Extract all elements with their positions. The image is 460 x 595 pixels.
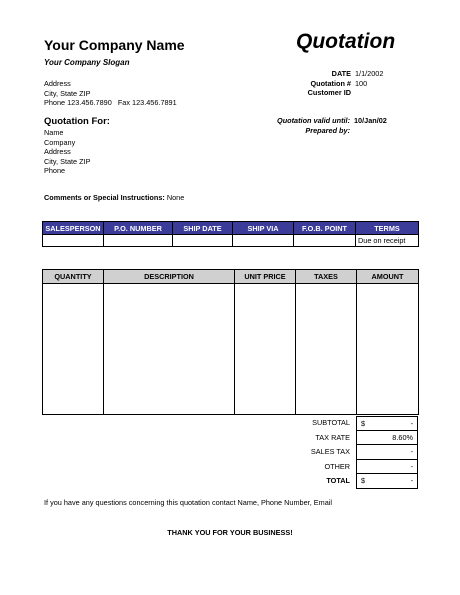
other-value: -: [410, 461, 413, 471]
other-cell[interactable]: [356, 460, 418, 475]
cell-fob-point[interactable]: [294, 235, 356, 247]
cell-ship-via[interactable]: [233, 235, 294, 247]
customer-id-row: [260, 88, 416, 98]
tax-rate-value: 8.60%: [392, 432, 413, 442]
cell-ship-date[interactable]: [173, 235, 233, 247]
valid-until-row: [210, 116, 420, 126]
company-slogan: Your Company Slogan: [44, 58, 130, 67]
header-amount: AMOUNT: [357, 270, 419, 284]
comments-label: Comments or Special Instructions:: [44, 193, 165, 202]
cell-terms[interactable]: Due on receipt: [356, 235, 419, 247]
valid-until-label: Quotation valid until:: [277, 116, 350, 125]
shipping-header-row: [43, 222, 419, 235]
description-column[interactable]: [104, 284, 235, 415]
cell-salesperson[interactable]: [43, 235, 104, 247]
quotation-for-block: [44, 128, 91, 176]
sales-tax-label: SALES TAX: [310, 447, 350, 456]
prepared-by-row: [210, 126, 420, 136]
company-address: Address: [44, 79, 71, 88]
document-title: Quotation: [296, 30, 396, 53]
comments-value: None: [166, 193, 185, 202]
client-city: City, State ZIP: [44, 156, 91, 166]
other-label: OTHER: [324, 461, 350, 471]
header-quantity: QUANTITY: [43, 270, 104, 284]
date-label: DATE: [331, 69, 351, 78]
quotation-meta: [260, 69, 416, 98]
thank-you-note: THANK YOU FOR YOUR BUSINESS!: [167, 528, 293, 537]
tax-rate-row: [250, 431, 418, 446]
unit-price-column[interactable]: [235, 284, 296, 415]
company-phone-fax: Phone 123.456.7890 Fax 123.456.7891: [44, 98, 177, 108]
date-value: 1/1/2002: [355, 69, 384, 78]
amount-column[interactable]: [357, 284, 419, 415]
total-label: TOTAL: [326, 476, 350, 485]
company-address-block: [44, 79, 177, 108]
prepared-by-value: [354, 126, 420, 136]
client-name: Name: [44, 128, 64, 137]
client-address: Address: [44, 147, 71, 157]
other-row: [250, 460, 418, 475]
sales-tax-value: -: [410, 447, 413, 456]
client-company: Company: [44, 137, 76, 147]
date-row: [260, 69, 416, 79]
header-unit-price: UNIT PRICE: [235, 270, 296, 284]
header-taxes: TAXES: [296, 270, 357, 284]
client-phone: Phone: [44, 166, 66, 176]
company-name: Your Company Name: [44, 37, 185, 53]
taxes-column[interactable]: [296, 284, 357, 415]
quotation-for-title: Quotation For:: [44, 116, 110, 127]
header-terms: TERMS: [356, 222, 419, 235]
subtotal-label: SUBTOTAL: [312, 418, 350, 427]
header-ship-date: SHIP DATE: [173, 222, 233, 235]
header-description: DESCRIPTION: [104, 270, 235, 284]
prepared-by-label: Prepared by:: [305, 125, 350, 135]
customer-id-label: Customer ID: [307, 88, 351, 98]
valid-until-value: 10/Jan/02: [354, 116, 387, 125]
header-po-number: P.O. NUMBER: [104, 222, 173, 235]
cell-po-number[interactable]: [104, 235, 173, 247]
validity-block: [210, 116, 420, 135]
shipping-data-row: [43, 235, 419, 247]
items-body-row: [43, 284, 419, 415]
subtotal-row: [250, 416, 418, 431]
tax-rate-label: TAX RATE: [315, 432, 350, 442]
items-table: [42, 269, 419, 415]
header-fob-point: F.O.B. POINT: [294, 222, 356, 235]
shipping-table: [42, 221, 419, 247]
header-salesperson: SALESPERSON: [43, 222, 104, 235]
customer-id-value: [355, 88, 416, 98]
comments-line: [44, 193, 184, 202]
total-row: [250, 474, 418, 489]
contact-note: If you have any questions concerning this quotation contact Name, Phone Number, Email: [44, 498, 332, 507]
tax-rate-cell[interactable]: [356, 431, 418, 446]
total-value: -: [410, 476, 413, 485]
subtotal-currency: $: [361, 419, 366, 428]
quotation-number-label: Quotation #: [310, 78, 351, 88]
total-currency: $: [361, 476, 366, 485]
totals-block: [250, 416, 418, 489]
quotation-number-value: 100: [355, 78, 368, 88]
sales-tax-row: [250, 445, 418, 460]
items-header-row: [43, 270, 419, 284]
sales-tax-cell[interactable]: [356, 445, 418, 460]
quotation-number-row: [260, 79, 416, 89]
quantity-column[interactable]: [43, 284, 104, 415]
company-city: City, State ZIP: [44, 88, 91, 98]
header-ship-via: SHIP VIA: [233, 222, 294, 235]
total-cell[interactable]: [356, 474, 418, 489]
subtotal-value: -: [410, 419, 413, 428]
subtotal-cell[interactable]: [356, 416, 418, 431]
